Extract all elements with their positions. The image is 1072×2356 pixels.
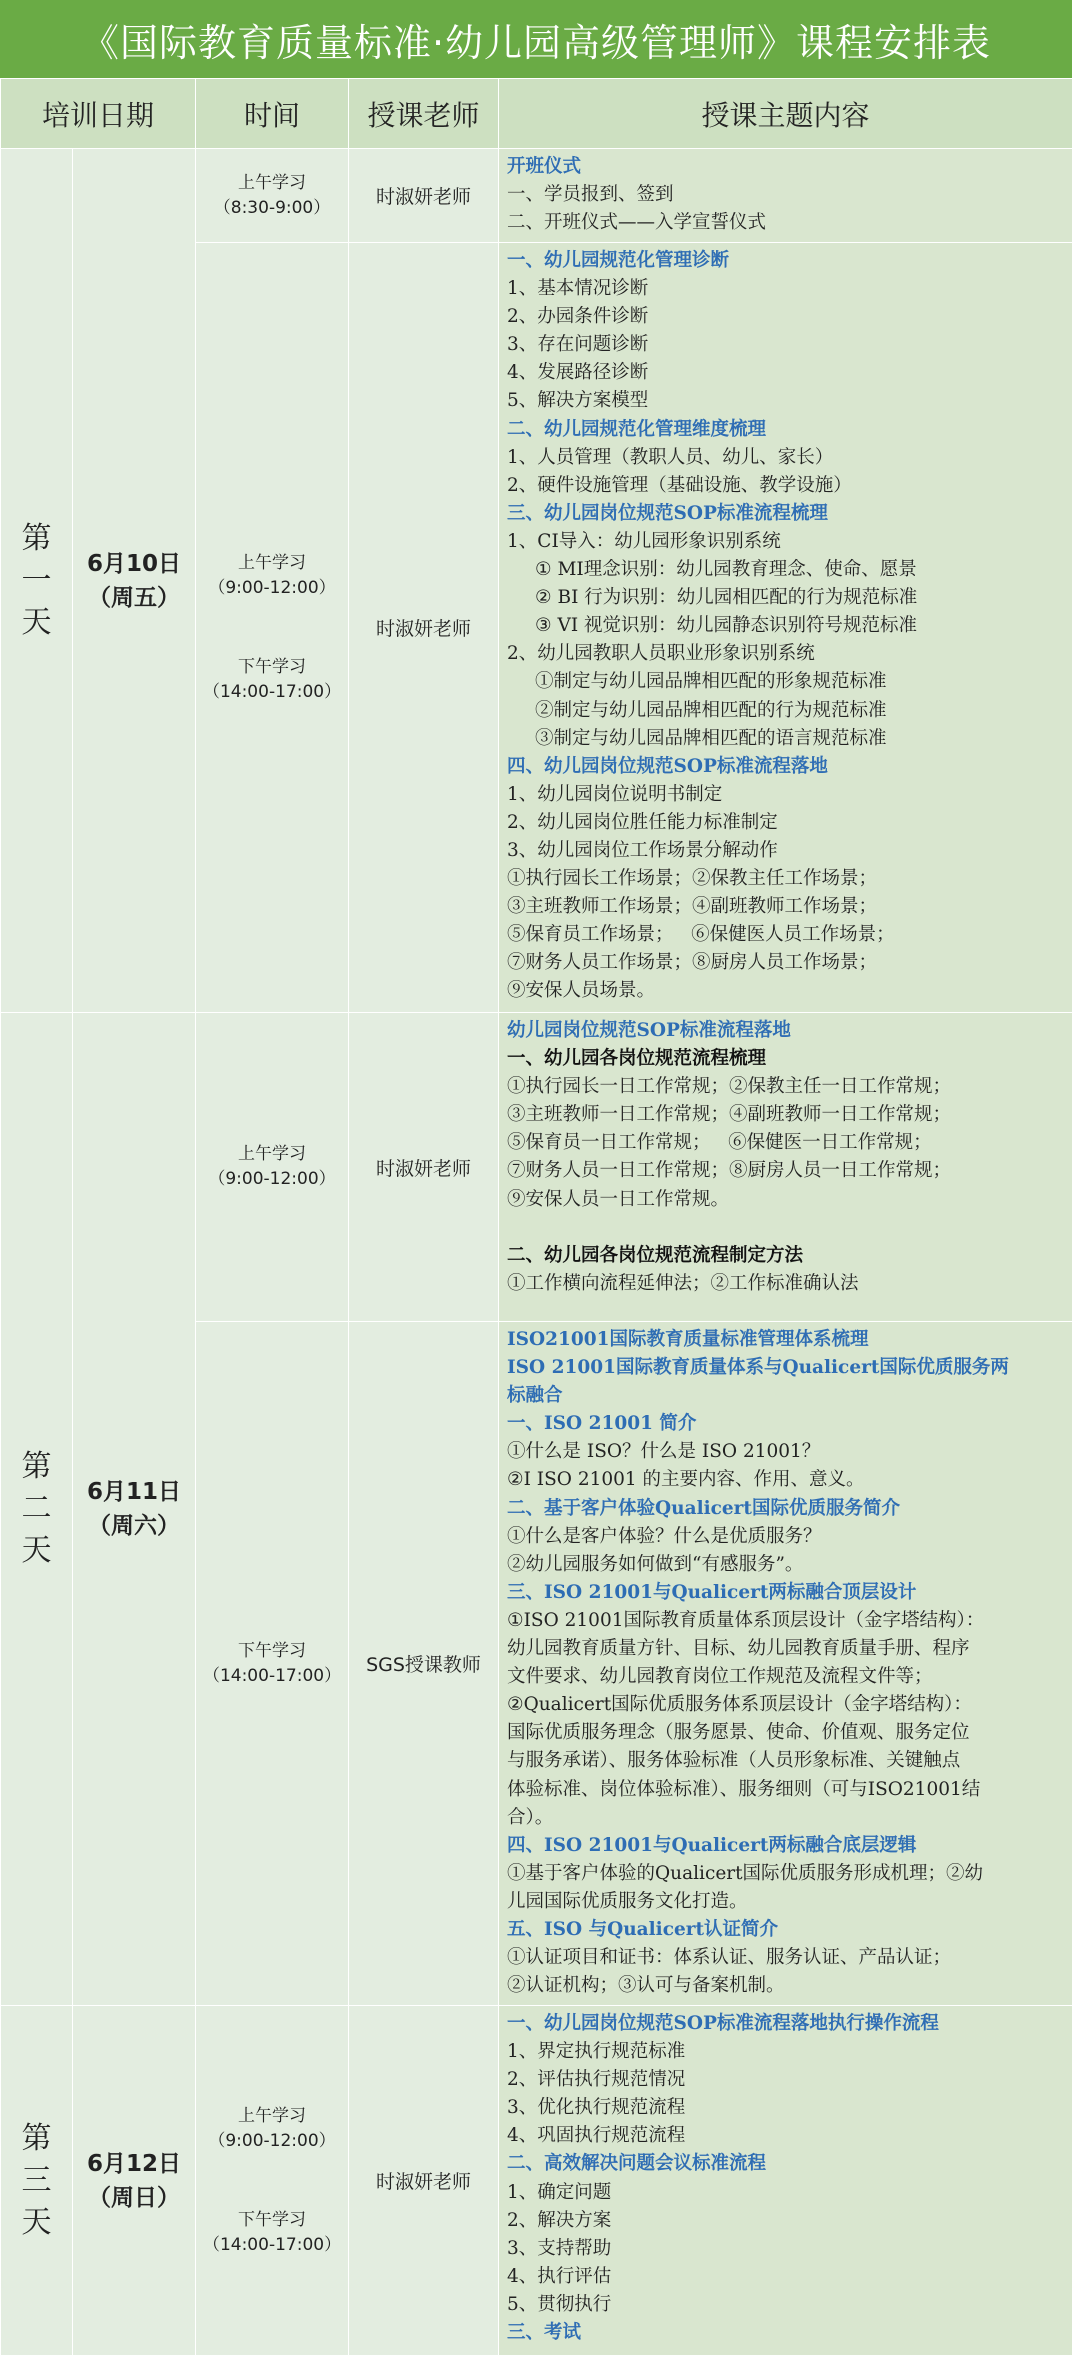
content-line: 国际优质服务理念（服务愿景、使命、价值观、服务定位 — [507, 1719, 1062, 1747]
day1-session1-row — [1, 149, 1072, 243]
day-date: 6月11日 （周六） — [73, 1013, 196, 2006]
content-line: ⑨安保人员一日工作常规。 — [507, 1186, 1062, 1214]
content-heading: 三、考试 — [507, 2319, 1062, 2347]
content-line: ② BI 行为识别：幼儿园相匹配的行为规范标准 — [507, 584, 1062, 612]
content-line: 1、界定执行规范标准 — [507, 2038, 1062, 2066]
content-line: 2、硬件设施管理（基础设施、教学设施） — [507, 472, 1062, 500]
content-line: 1、确定问题 — [507, 2179, 1062, 2207]
content-line: ①执行园长一日工作常规；②保教主任一日工作常规； — [507, 1073, 1062, 1101]
day-label: 第三天 — [1, 2006, 73, 2356]
session-time: 上午学习 （9:00-12:00） 下午学习 （14:00-17:00） — [196, 2006, 349, 2356]
session-content — [499, 149, 1072, 243]
content-heading: 三、ISO 21001与Qualicert两标融合顶层设计 — [507, 1579, 1062, 1607]
content-heading: 二、幼儿园各岗位规范流程制定方法 — [507, 1242, 1062, 1270]
session-teacher: SGS授课教师 — [349, 1322, 499, 2006]
content-line: 体验标准、岗位体验标准）、服务细则（可与ISO21001结 — [507, 1776, 1062, 1804]
content-heading: ISO 21001国际教育质量体系与Qualicert国际优质服务两 — [507, 1354, 1062, 1382]
content-line: 5、解决方案模型 — [507, 387, 1062, 415]
content-line: 二、开班仪式——入学宣誓仪式 — [507, 209, 1062, 237]
content-line: ③ VI 视觉识别：幼儿园静态识别符号规范标准 — [507, 612, 1062, 640]
content-heading: 四、ISO 21001与Qualicert两标融合底层逻辑 — [507, 1832, 1062, 1860]
session-teacher: 时淑妍老师 — [349, 243, 499, 1013]
content-line: ①基于客户体验的Qualicert国际优质服务形成机理；②幼 — [507, 1860, 1062, 1888]
day-date: 6月10日 （周五） — [73, 149, 196, 1013]
session-teacher: 时淑妍老师 — [349, 2006, 499, 2356]
content-line: ②Qualicert国际优质服务体系顶层设计（金字塔结构）： — [507, 1691, 1062, 1719]
session-time: 上午学习 （9:00-12:00） — [196, 1013, 349, 1322]
content-line: 一、学员报到、签到 — [507, 181, 1062, 209]
content-line: ①ISO 21001国际教育质量体系顶层设计（金字塔结构）： — [507, 1607, 1062, 1635]
header-row — [1, 79, 1072, 149]
session-content — [499, 243, 1072, 1013]
header-date: 培训日期 — [1, 79, 196, 149]
session-content — [499, 1013, 1072, 1322]
content-line: 2、办园条件诊断 — [507, 303, 1062, 331]
content-line: 儿园国际优质服务文化打造。 — [507, 1888, 1062, 1916]
content-line: 与服务承诺）、服务体验标准（人员形象标准、关键触点 — [507, 1747, 1062, 1775]
day2-session1-row — [1, 1013, 1072, 1322]
header-teacher: 授课老师 — [349, 79, 499, 149]
content-heading: 一、ISO 21001 简介 — [507, 1410, 1062, 1438]
content-line: ②I ISO 21001 的主要内容、作用、意义。 — [507, 1466, 1062, 1494]
schedule-table — [0, 78, 1072, 2356]
content-heading: 幼儿园岗位规范SOP标准流程落地 — [507, 1017, 1062, 1045]
session-content — [499, 1322, 1072, 2006]
content-line: 3、幼儿园岗位工作场景分解动作 — [507, 837, 1062, 865]
session-content — [499, 2006, 1072, 2356]
content-line: ①认证项目和证书：体系认证、服务认证、产品认证； — [507, 1944, 1062, 1972]
content-heading: 二、幼儿园规范化管理维度梳理 — [507, 416, 1062, 444]
content-line: ⑦财务人员一日工作常规；⑧厨房人员一日工作常规； — [507, 1157, 1062, 1185]
content-line: ①什么是 ISO？什么是 ISO 21001？ — [507, 1438, 1062, 1466]
content-line: ⑦财务人员工作场景；⑧厨房人员工作场景； — [507, 949, 1062, 977]
content-line: ②幼儿园服务如何做到“有感服务”。 — [507, 1551, 1062, 1579]
content-line: 2、幼儿园教职人员职业形象识别系统 — [507, 640, 1062, 668]
session-time: 上午学习 （8:30-9:00） — [196, 149, 349, 243]
content-line: 4、执行评估 — [507, 2263, 1062, 2291]
content-heading: 一、幼儿园各岗位规范流程梳理 — [507, 1045, 1062, 1073]
content-line: 1、幼儿园岗位说明书制定 — [507, 781, 1062, 809]
content-line: 3、存在问题诊断 — [507, 331, 1062, 359]
content-line: ①什么是客户体验？什么是优质服务？ — [507, 1523, 1062, 1551]
content-line: ③主班教师一日工作常规；④副班教师一日工作常规； — [507, 1101, 1062, 1129]
content-line: 1、人员管理（教职人员、幼儿、家长） — [507, 444, 1062, 472]
content-heading: ISO21001国际教育质量标准管理体系梳理 — [507, 1326, 1062, 1354]
content-heading: 二、基于客户体验Qualicert国际优质服务简介 — [507, 1495, 1062, 1523]
content-line: ②认证机构；③认可与备案机制。 — [507, 1972, 1062, 2000]
content-heading: 二、高效解决问题会议标准流程 — [507, 2150, 1062, 2178]
content-line: 合）。 — [507, 1804, 1062, 1832]
content-line: ⑨安保人员场景。 — [507, 977, 1062, 1005]
content-line: ②制定与幼儿园品牌相匹配的行为规范标准 — [507, 697, 1062, 725]
content-line: ③主班教师工作场景；④副班教师工作场景； — [507, 893, 1062, 921]
content-heading: 一、幼儿园岗位规范SOP标准流程落地执行操作流程 — [507, 2010, 1062, 2038]
content-line: ③制定与幼儿园品牌相匹配的语言规范标准 — [507, 725, 1062, 753]
content-heading: 开班仪式 — [507, 153, 1062, 181]
session-time: 上午学习 （9:00-12:00） 下午学习 （14:00-17:00） — [196, 243, 349, 1013]
day-label: 第二天 — [1, 1013, 73, 2006]
session-time: 下午学习 （14:00-17:00） — [196, 1322, 349, 2006]
content-heading: 标融合 — [507, 1382, 1062, 1410]
day3-session1-row — [1, 2006, 1072, 2356]
content-line: 幼儿园教育质量方针、目标、幼儿园教育质量手册、程序 — [507, 1635, 1062, 1663]
content-line: 3、优化执行规范流程 — [507, 2094, 1062, 2122]
content-line: 2、评估执行规范情况 — [507, 2066, 1062, 2094]
content-line: 1、基本情况诊断 — [507, 275, 1062, 303]
day-label: 第一天 — [1, 149, 73, 1013]
content-line: ① MI理念识别：幼儿园教育理念、使命、愿景 — [507, 556, 1062, 584]
content-line: 2、解决方案 — [507, 2207, 1062, 2235]
content-line: ①执行园长工作场景；②保教主任工作场景； — [507, 865, 1062, 893]
content-line: 1、CI导入：幼儿园形象识别系统 — [507, 528, 1062, 556]
page-title: 《国际教育质量标准·幼儿园高级管理师》课程安排表 — [0, 0, 1072, 78]
day-date: 6月12日 （周日） — [73, 2006, 196, 2356]
content-heading: 三、幼儿园岗位规范SOP标准流程梳理 — [507, 500, 1062, 528]
content-heading: 五、ISO 与Qualicert认证简介 — [507, 1916, 1062, 1944]
content-line: 5、贯彻执行 — [507, 2291, 1062, 2319]
content-line: 文件要求、幼儿园教育岗位工作规范及流程文件等； — [507, 1663, 1062, 1691]
header-time: 时间 — [196, 79, 349, 149]
content-line: ⑤保育员一日工作常规； ⑥保健医一日工作常规； — [507, 1129, 1062, 1157]
content-line: 3、支持帮助 — [507, 2235, 1062, 2263]
content-heading: 四、幼儿园岗位规范SOP标准流程落地 — [507, 753, 1062, 781]
content-heading: 一、幼儿园规范化管理诊断 — [507, 247, 1062, 275]
content-line — [507, 1214, 1062, 1242]
content-line: 2、幼儿园岗位胜任能力标准制定 — [507, 809, 1062, 837]
session-teacher: 时淑妍老师 — [349, 1013, 499, 1322]
content-line: ⑤保育员工作场景； ⑥保健医人员工作场景； — [507, 921, 1062, 949]
content-line: ①制定与幼儿园品牌相匹配的形象规范标准 — [507, 668, 1062, 696]
content-line: ①工作横向流程延伸法；②工作标准确认法 — [507, 1270, 1062, 1298]
content-line: 4、巩固执行规范流程 — [507, 2122, 1062, 2150]
session-teacher: 时淑妍老师 — [349, 149, 499, 243]
content-line: 4、发展路径诊断 — [507, 359, 1062, 387]
header-content: 授课主题内容 — [499, 79, 1072, 149]
